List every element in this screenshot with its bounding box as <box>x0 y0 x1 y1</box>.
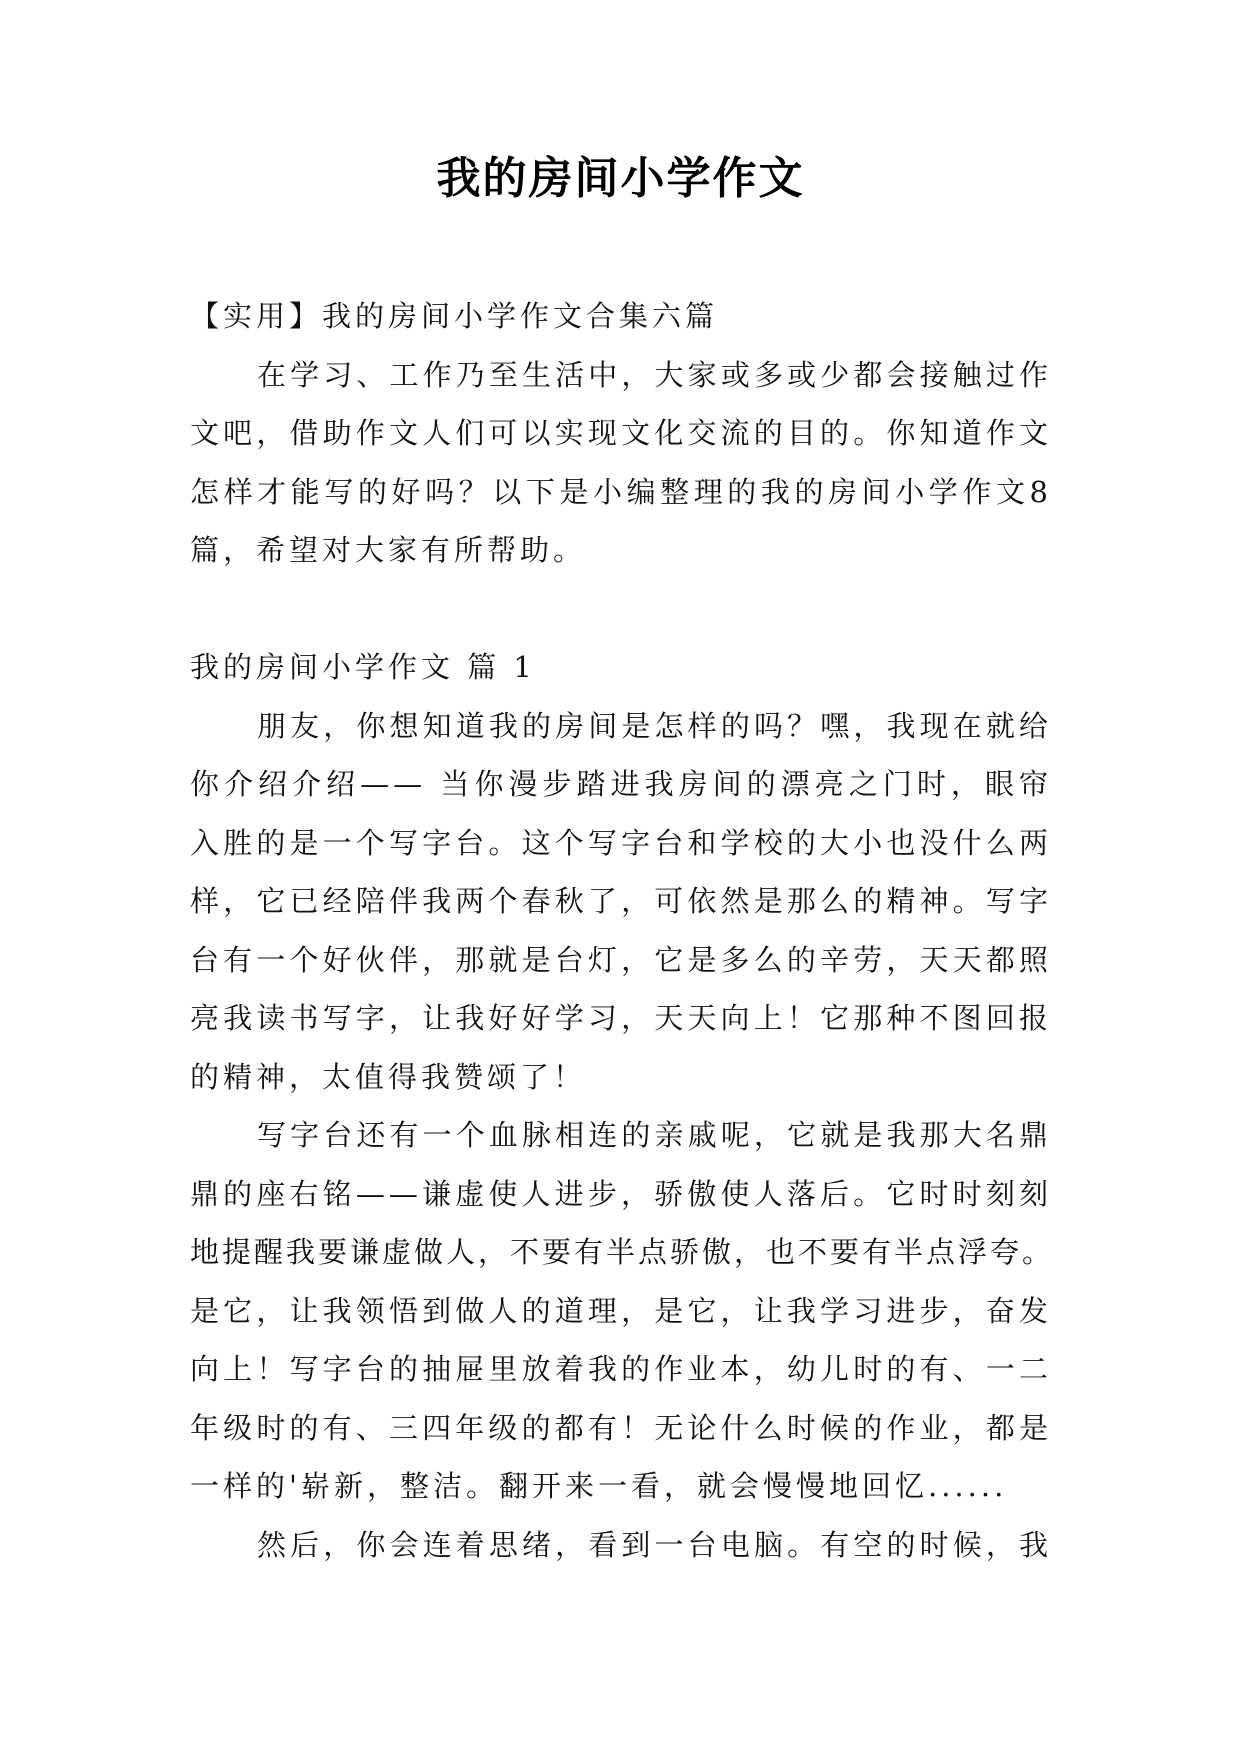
document-body <box>190 287 1055 1574</box>
section-1 <box>190 638 1055 1574</box>
paragraph-line: 一样的'崭新，整洁。翻开来一看，就会慢慢地回忆...... <box>190 1469 1008 1503</box>
paragraph-line: 亮我读书写字，让我好好学习，天天向上！它那种不图回报 <box>190 1001 1052 1035</box>
paragraph-line: 你介绍介绍—— 当你漫步踏进我房间的漂亮之门时，眼帘 <box>190 767 1052 801</box>
paragraph <box>190 1106 1055 1516</box>
paragraph-line: 在学习、工作乃至生活中，大家或多或少都会接触过作 <box>257 357 1052 392</box>
section-heading: 我的房间小学作文 篇 1 <box>190 650 536 684</box>
paragraph-line: 入胜的是一个写字台。这个写字台和学校的大小也没什么两 <box>190 825 1052 860</box>
paragraph-line: 篇，希望对大家有所帮助。 <box>190 533 587 567</box>
paragraph-line: 向上！写字台的抽屉里放着我的作业本，幼儿时的有、一二 <box>190 1352 1052 1386</box>
paragraph <box>190 1516 1052 1575</box>
paragraph-line: 文吧，借助作文人们可以实现文化交流的目的。你知道作文 <box>190 416 1052 450</box>
paragraph-line: 样，它已经陪伴我两个春秋了，可依然是那么的精神。写字 <box>190 884 1052 918</box>
intro-paragraph <box>190 346 1052 580</box>
paragraph-line: 年级时的有、三四年级的都有！无论什么时候的作业，都是 <box>190 1410 1052 1445</box>
intro-heading: 【实用】我的房间小学作文合集六篇 <box>190 299 719 333</box>
document-title: 我的房间小学作文 <box>436 153 805 204</box>
paragraph-line: 朋友，你想知道我的房间是怎样的吗？嘿，我现在就给 <box>257 708 1052 743</box>
paragraph-line: 然后，你会连着思绪，看到一台电脑。有空的时候，我 <box>257 1527 1052 1562</box>
paragraph-line: 台有一个好伙伴，那就是台灯，它是多么的辛劳，天天都照 <box>190 942 1052 977</box>
paragraph-line: 怎样才能写的好吗？以下是小编整理的我的房间小学作文8 <box>190 474 1052 509</box>
paragraph-line: 鼎的座右铭——谦虚使人进步，骄傲使人落后。它时时刻刻 <box>190 1176 1052 1211</box>
paragraph <box>190 697 1052 1107</box>
paragraph-line: 是它，让我领悟到做人的道理，是它，让我学习进步，奋发 <box>190 1293 1052 1328</box>
paragraph-line: 地提醒我要谦虚做人，不要有半点骄傲，也不要有半点浮夸。 <box>190 1235 1055 1269</box>
spacer <box>190 580 1052 639</box>
paragraph-line: 的精神，太值得我赞颂了！ <box>190 1059 587 1094</box>
paragraph-line: 写字台还有一个血脉相连的亲戚呢，它就是我那大名鼎 <box>257 1118 1052 1152</box>
